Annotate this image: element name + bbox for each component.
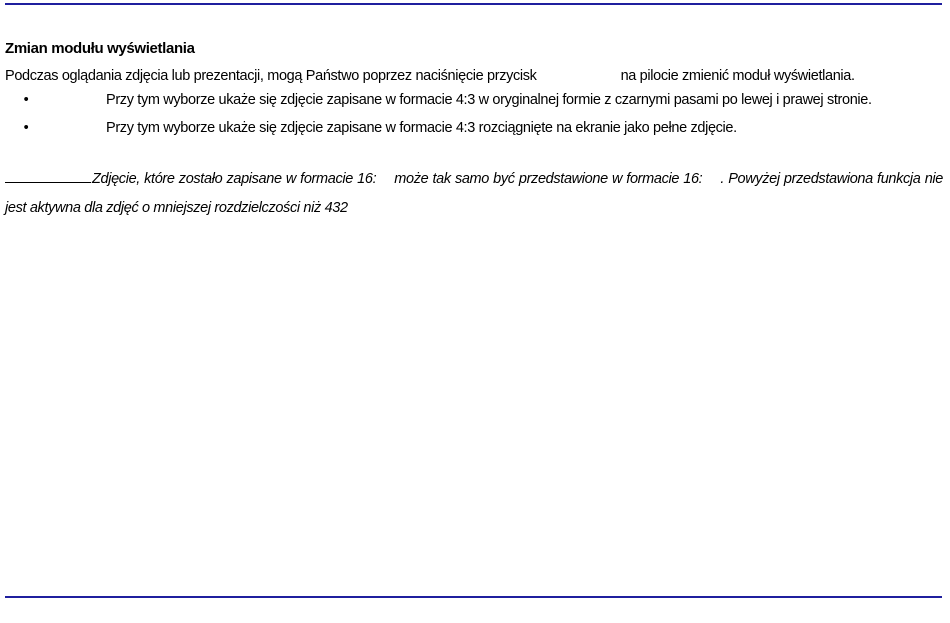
list-item bbox=[5, 118, 943, 146]
note-text-part3: . Powyżej przedstawiona funkcja nie jest aktywna dla zdjęć o mniejszej rozdzielczości niż 432 bbox=[5, 171, 943, 216]
note-text-part1: Zdjęcie, które zostało zapisane w formacie 16: bbox=[92, 171, 377, 187]
document-body bbox=[5, 38, 943, 223]
list-item bbox=[5, 90, 943, 118]
section-title: Zmian modułu wyświetlania bbox=[5, 40, 195, 57]
intro-paragraph bbox=[5, 66, 943, 86]
bullet-icon: • bbox=[23, 120, 29, 136]
footer-rule bbox=[5, 596, 942, 598]
intro-text-before: Podczas oglądania zdjęcia lub prezentacji, mogą Państwo poprzez naciśnięcie przycisk bbox=[5, 68, 537, 84]
mode-list bbox=[5, 90, 943, 146]
list-item-text: Przy tym wyborze ukaże się zdjęcie zapisane w formacie 4:3 w oryginalnej formie z czarnymi pasami po lewej i prawej stronie. bbox=[106, 92, 872, 108]
header-rule bbox=[5, 3, 942, 5]
list-item-text: Przy tym wyborze ukaże się zdjęcie zapisane w formacie 4:3 rozciągnięte na ekranie jako pełne zdjęcie. bbox=[106, 120, 737, 136]
note-paragraph bbox=[5, 165, 943, 223]
note-text-part2: może tak samo być przedstawione w formacie 16: bbox=[394, 171, 703, 187]
note-underline bbox=[5, 168, 91, 183]
intro-text-after: na pilocie zmienić moduł wyświetlania. bbox=[620, 68, 855, 84]
bullet-icon: • bbox=[23, 92, 29, 108]
